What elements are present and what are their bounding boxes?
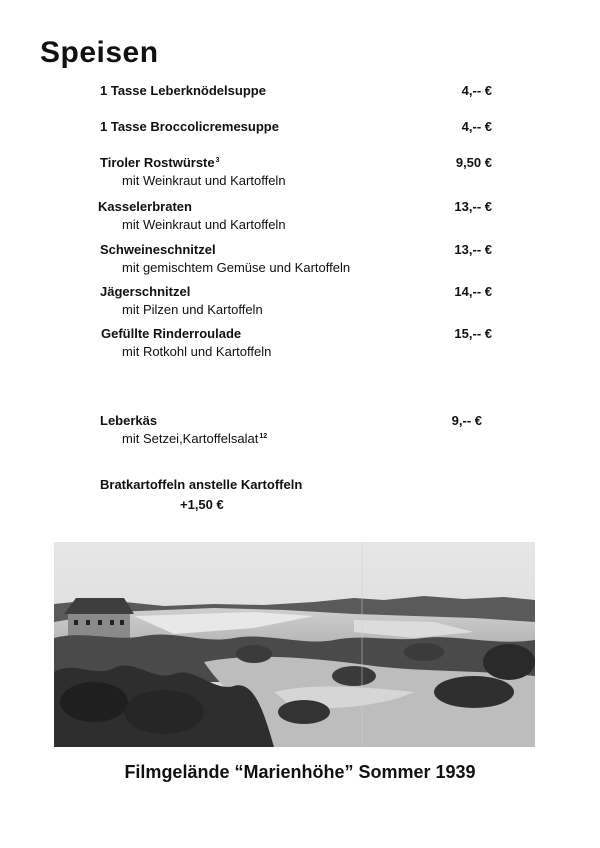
menu-item-price: 9,-- €: [451, 413, 482, 428]
menu-item: [100, 83, 492, 98]
menu-item-description: mit Setzei,Kartoffelsalat$^{12}$: [122, 431, 268, 446]
menu-item-price: 4,-- €: [461, 119, 492, 134]
menu-item: [100, 119, 492, 134]
menu-item-name: 1 Tasse Leberknödelsuppe: [100, 83, 266, 98]
menu-item-name: 1 Tasse Broccolicremesuppe: [100, 119, 279, 134]
menu-item-name: Jägerschnitzel: [100, 284, 191, 299]
menu-item-description: mit Pilzen und Kartoffeln: [122, 302, 263, 317]
menu-item: [100, 326, 492, 359]
allergen-superscript: 3: [215, 156, 220, 164]
side-dish-price: +1,50 €: [180, 497, 224, 512]
menu-item: [100, 242, 492, 275]
menu-item-description: mit Weinkraut und Kartoffeln: [122, 217, 286, 232]
menu-item-price: 14,-- €: [454, 284, 492, 299]
menu-item-price: 13,-- €: [454, 242, 492, 257]
menu-item-price: 13,-- €: [454, 199, 492, 214]
menu-item: [100, 284, 492, 317]
side-dish-label: Bratkartoffeln anstelle Kartoffeln: [100, 477, 303, 492]
side-dish-upgrade: [100, 477, 302, 512]
menu-item: [100, 199, 492, 232]
menu-item-description: mit gemischtem Gemüse und Kartoffeln: [122, 260, 351, 275]
allergen-superscript: 12: [259, 432, 268, 440]
menu-item: [100, 413, 492, 446]
menu-item: [100, 155, 492, 188]
menu-item-name: Kasselerbraten: [98, 199, 192, 214]
menu-item-name: Tiroler Rostwürste$^3$: [100, 155, 220, 170]
menu-item-name: Schweineschnitzel: [100, 242, 216, 257]
menu-item-name: Gefüllte Rinderroulade: [101, 326, 242, 341]
page-title: Speisen: [40, 36, 159, 69]
menu-item-description: mit Weinkraut und Kartoffeln: [122, 173, 286, 188]
menu-item-name: Leberkäs: [100, 413, 158, 428]
menu-item-price: 15,-- €: [454, 326, 492, 341]
historic-landscape-photo: [54, 542, 535, 747]
photo-caption: Filmgelände “Marienhöhe” Sommer 1939: [124, 762, 476, 782]
menu-item-price: 4,-- €: [461, 83, 492, 98]
menu-item-price: 9,50 €: [455, 155, 492, 170]
menu-item-description: mit Rotkohl und Kartoffeln: [122, 344, 272, 359]
